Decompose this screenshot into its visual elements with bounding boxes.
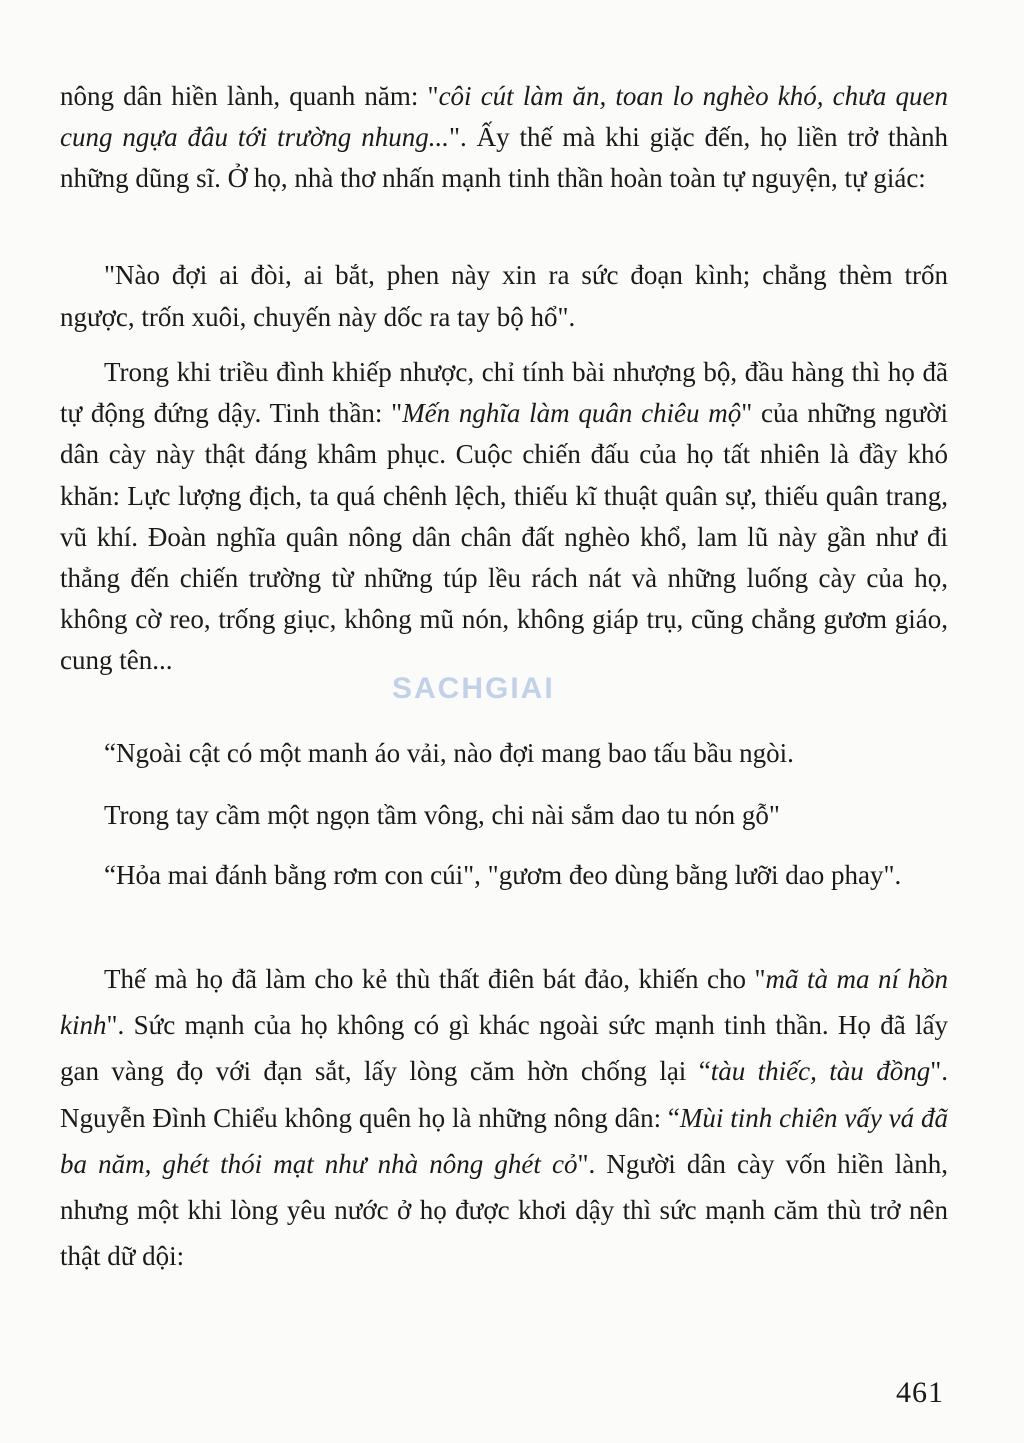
page-number: 461 [896, 1376, 944, 1409]
text-run: ". Nguyễn Đình Chiểu không quên họ là những nông dân: “ [60, 1056, 948, 1133]
text-run: ". Ấy thế mà khi giặc đến, họ liền trở thành những dũng sĩ. Ở họ, nhà thơ nhấn mạnh tinh thần hoàn toàn tự nguyện, tự giác: [60, 122, 948, 193]
text-run: ". Sức mạnh của họ không có gì khác ngoài sức mạnh tinh thần. Họ đã lấy gan vàng đọ với đạn sắt, lấy lòng căm hờn chống lại “ [60, 1010, 948, 1087]
watermark-logo: SACHGIAI [392, 672, 555, 705]
quote-italic: côi cút làm ăn, toan lo nghèo khó, chưa quen cung ngựa đâu tới trường nhung... [60, 81, 948, 152]
quote-line-1: “Ngoài cật có một manh áo vải, nào đợi mang bao tấu bầu ngòi. [104, 738, 794, 768]
quote-italic: tàu thiếc, tàu đồng [710, 1056, 931, 1087]
text-run: ". Người dân cày vốn hiền lành, nhưng một khi lòng yêu nước ở họ được khơi dậy thì sức mạnh căm thù trở nên thật dữ dội: [60, 1148, 949, 1272]
quote-italic: Mùi tinh chiên vấy vá đã ba năm, ghét thói mạt như nhà nông ghét cỏ [60, 1102, 948, 1179]
quote-line-3: “Hỏa mai đánh bằng rơm con cúi", "gươm đeo dùng bằng lưỡi dao phay". [104, 860, 902, 890]
quote-italic: Mến nghĩa làm quân chiêu mộ [402, 398, 742, 429]
quote-line-2: Trong tay cầm một ngọn tầm vông, chi nài sắm dao tu nón gỗ" [104, 800, 780, 830]
text-run: Trong khi triều đình khiếp nhược, chỉ tính bài nhượng bộ, đầu hàng thì họ đã tự động đứng dậy. Tinh thần: " [60, 357, 948, 429]
text-run: Thế mà họ đã làm cho kẻ thù thất điên bát đảo, khiến cho " [104, 964, 766, 994]
text-run: " của những người dân cày này thật đáng khâm phục. Cuộc chiến đấu của họ tất nhiên là đầy khó khăn: Lực lượng địch, ta quá chênh lệch, thiếu kĩ thuật quân sự, thiếu quân trang, vũ khí. Đoàn nghĩa quân nông dân chân đất nghèo khổ, lam lũ này gần như đi thẳng đến chiến trường từ những túp lều rách nát và những luống cày của họ, không cờ reo, trống giục, không mũ nón, không giáp trụ, cũng chẳng gươm giáo, cung tên... [60, 398, 948, 676]
paragraph-conclusion [60, 956, 948, 1279]
paragraph-intro [60, 76, 948, 199]
quote-italic: mã tà ma ní hồn kinh [60, 964, 948, 1041]
quote-block-1: "Nào đợi ai đòi, ai bắt, phen này xin ra sức đoạn kình; chẳng thèm trốn ngược, trốn xuôi, chuyến này dốc ra tay bộ hổ". [60, 260, 948, 332]
text-run: nông dân hiền lành, quanh năm: " [60, 81, 439, 111]
paragraph-main [60, 352, 948, 682]
